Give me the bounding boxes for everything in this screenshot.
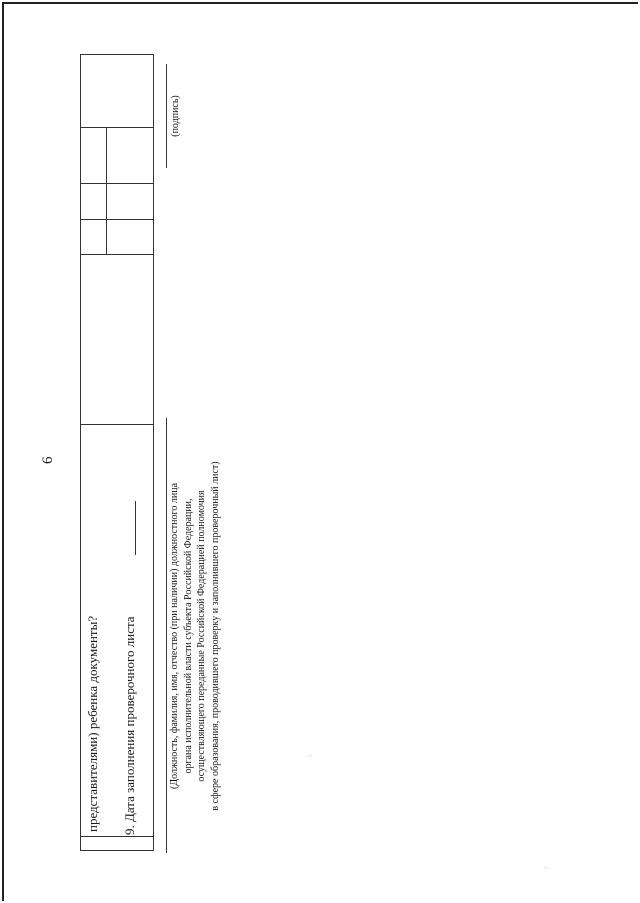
table-question-text: представителями) ребенка документы? <box>85 615 100 832</box>
fill-date-blank-line <box>135 501 136 555</box>
table-row-divider <box>106 128 107 255</box>
table-col-divider <box>80 219 154 220</box>
table-col-divider <box>80 424 154 425</box>
scan-speck <box>545 867 546 868</box>
caption-line: органа исполнительной власти субъекта Российской Федерации, <box>182 498 194 774</box>
scan-speck <box>310 755 311 756</box>
table-col-divider <box>80 254 154 255</box>
caption-line: осуществляющего переданные Российской Федерацией полномочия <box>196 490 207 782</box>
table-col-divider <box>80 127 154 128</box>
page-number: 6 <box>40 456 56 464</box>
table-col-divider <box>80 836 154 837</box>
caption-line: в сфере образования, проводившего проверку и заполнившего проверочный лист) <box>209 461 221 811</box>
table-col-divider <box>80 183 154 184</box>
caption-line: (Должность, фамилия, имя, отчество (при наличии) должностного лица <box>169 482 180 790</box>
fill-date-label: 9. Дата заполнения проверочного листа <box>122 616 137 835</box>
signature-line <box>166 64 167 168</box>
official-name-line <box>166 418 167 853</box>
signature-label: (подпись) <box>170 95 181 137</box>
official-caption <box>168 421 222 851</box>
